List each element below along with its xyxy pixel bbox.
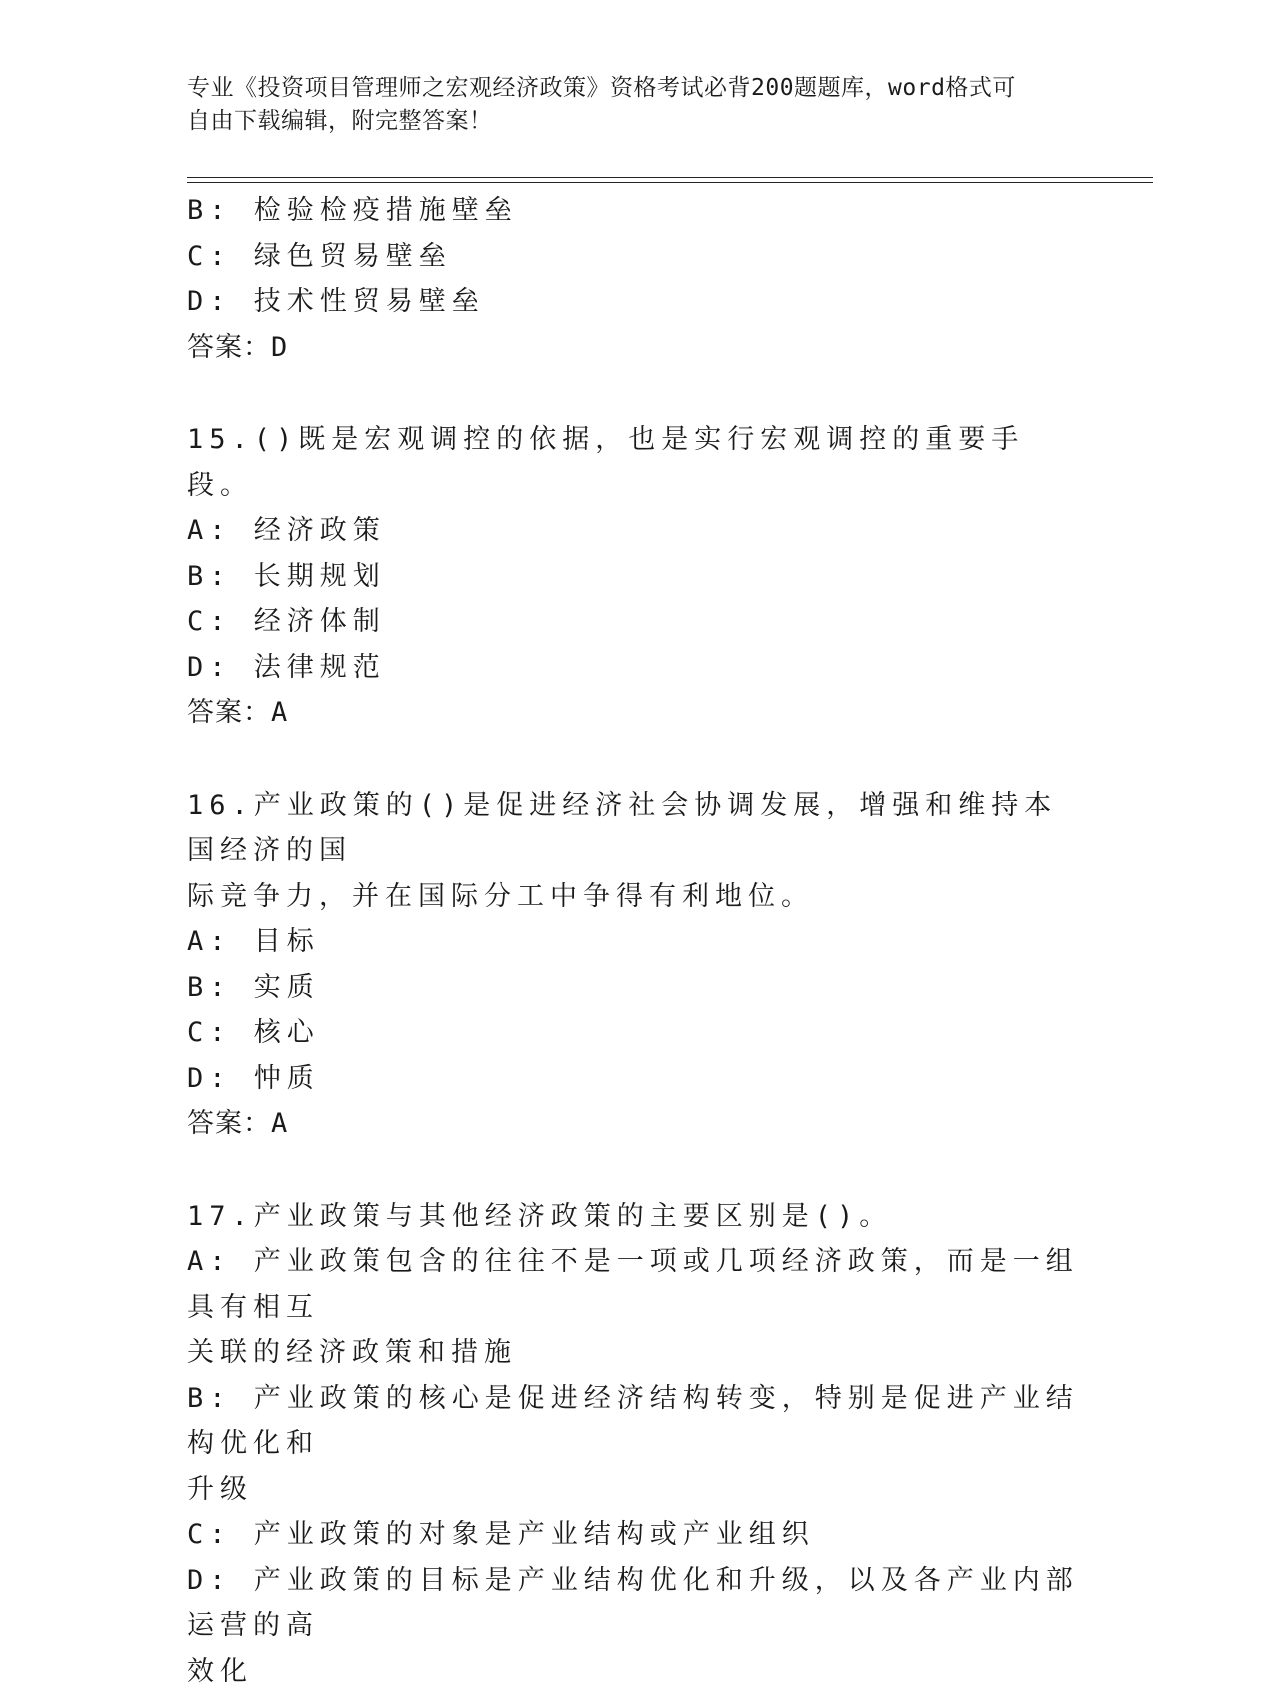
q16-option-c: C: 核心 bbox=[187, 1010, 1087, 1056]
q17-option-d-line-2: 效化 bbox=[187, 1649, 1087, 1694]
q15-option-c: C: 经济体制 bbox=[187, 599, 1087, 645]
header-title-line-2: 自由下载编辑，附完整答案！ bbox=[187, 105, 1067, 138]
q17-option-d-line-1: D: 产业政策的目标是产业结构优化和升级，以及各产业内部运营的高 bbox=[187, 1558, 1087, 1649]
q14-option-d: D: 技术性贸易壁垒 bbox=[187, 279, 1087, 325]
q15-option-d: D: 法律规范 bbox=[187, 645, 1087, 691]
header-divider-top bbox=[187, 177, 1153, 178]
q16-stem-line-2: 际竞争力，并在国际分工中争得有利地位。 bbox=[187, 874, 1087, 920]
q16-answer: 答案：A bbox=[187, 1101, 1087, 1147]
q17-option-a-line-2: 关联的经济政策和措施 bbox=[187, 1330, 1087, 1376]
q17-option-b-line-2: 升级 bbox=[187, 1467, 1087, 1513]
q17-option-a-line-1: A: 产业政策包含的往往不是一项或几项经济政策，而是一组具有相互 bbox=[187, 1239, 1087, 1330]
q15-option-b: B: 长期规划 bbox=[187, 554, 1087, 600]
q15-option-a: A: 经济政策 bbox=[187, 508, 1087, 554]
question-17 bbox=[187, 1194, 1087, 1694]
q17-stem: 17.产业政策与其他经济政策的主要区别是()。 bbox=[187, 1194, 1087, 1240]
document-header bbox=[187, 72, 1067, 138]
q17-option-c: C: 产业政策的对象是产业结构或产业组织 bbox=[187, 1512, 1087, 1558]
header-title-line-1: 专业《投资项目管理师之宏观经济政策》资格考试必背200题题库，word格式可 bbox=[187, 72, 1067, 105]
question-spacer bbox=[187, 736, 1087, 783]
question-spacer bbox=[187, 370, 1087, 417]
q14-option-b: B: 检验检疫措施壁垒 bbox=[187, 188, 1087, 234]
question-spacer bbox=[187, 1147, 1087, 1194]
question-14-tail bbox=[187, 188, 1087, 370]
q15-stem: 15.()既是宏观调控的依据，也是实行宏观调控的重要手段。 bbox=[187, 417, 1087, 508]
q16-stem-line-1: 16.产业政策的()是促进经济社会协调发展，增强和维持本国经济的国 bbox=[187, 783, 1087, 874]
q16-option-b: B: 实质 bbox=[187, 965, 1087, 1011]
header-divider-bottom bbox=[187, 182, 1153, 183]
q14-answer: 答案：D bbox=[187, 325, 1087, 371]
q16-option-d: D: 忡质 bbox=[187, 1056, 1087, 1102]
question-16 bbox=[187, 783, 1087, 1147]
q14-option-c: C: 绿色贸易壁垒 bbox=[187, 234, 1087, 280]
question-list bbox=[187, 188, 1087, 1694]
q16-option-a: A: 目标 bbox=[187, 919, 1087, 965]
q15-answer: 答案：A bbox=[187, 690, 1087, 736]
question-15 bbox=[187, 417, 1087, 736]
q17-option-b-line-1: B: 产业政策的核心是促进经济结构转变，特别是促进产业结构优化和 bbox=[187, 1376, 1087, 1467]
